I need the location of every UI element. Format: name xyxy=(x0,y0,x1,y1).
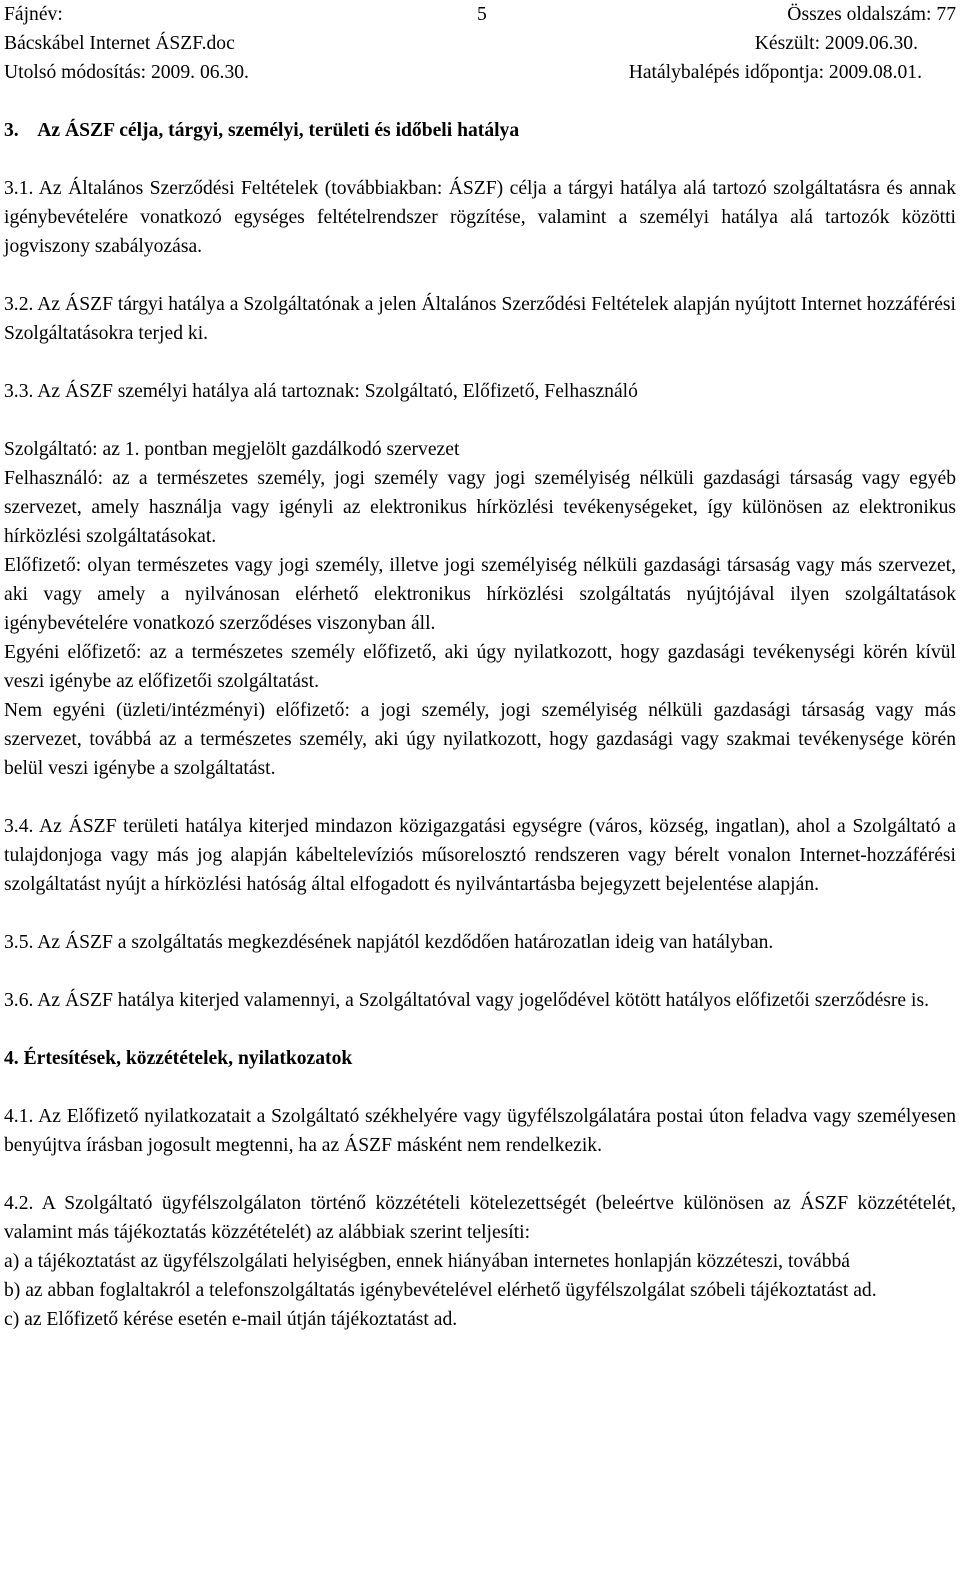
modified-date: Utolsó módosítás: 2009. 06.30. xyxy=(4,62,249,83)
filename-label: Fájnév: xyxy=(4,4,63,25)
paragraph-3-6: 3.6. Az ÁSZF hatálya kiterjed valamennyi, a Szolgáltatóval vagy jogelődével kötött hatályos előfizetői szerződésre is. xyxy=(4,990,929,1011)
paragraph-3-5: 3.5. Az ÁSZF a szolgáltatás megkezdésének napjától kezdődően határozatlan ideig van hatályban. xyxy=(4,932,774,953)
header-row-1 xyxy=(4,0,956,29)
paragraph-4-2-c: c) az Előfizető kérése esetén e-mail útján tájékoztatást ad. xyxy=(4,1309,458,1330)
created-date: Készült: 2009.06.30. xyxy=(754,33,918,54)
paragraph-3-3: 3.3. Az ÁSZF személyi hatálya alá tartoznak: Szolgáltató, Előfizető, Felhasználó xyxy=(4,381,638,402)
paragraph-3-1: 3.1. Az Általános Szerződési Feltételek (továbbiakban: ÁSZF) célja a tárgyi hatálya alá tartozó szolgáltatásra és annak igénybevételére vonatkozó egységes feltételrendszer rögzítése, valamint a személyi hatálya alá tartozók közötti jogviszony szabályozása. xyxy=(4,178,956,257)
definition-elofizeto: Előfizető: olyan természetes vagy jogi személy, illetve jogi személyiség nélküli gazdasági társaság vagy más szervezet, aki vagy amely a nyilvánosan elérhető elektronikus hírközlési szolgáltatás nyújtójával ilyen szolgáltatások igénybevételére vonatkozó szerződéses viszonyban áll. xyxy=(4,555,956,634)
definition-felhasznalo: Felhasználó: az a természetes személy, jogi személy vagy jogi személyiség nélküli gazdasági társaság vagy egyéb szervezet, amely használja vagy igényli az elektronikus hírközlési tevékenységeket, így különösen az elektronikus hírközlési szolgáltatásokat. xyxy=(4,468,956,547)
page-header xyxy=(4,0,956,87)
paragraph-3-4: 3.4. Az ÁSZF területi hatálya kiterjed mindazon közigazgatási egységre (város, község, ingatlan), ahol a Szolgáltató a tulajdonjoga vagy más jog alapján kábeltelevíziós műsorelosztó rendszeren vagy bérelt vonalon Internet-hozzáférési szolgáltatást nyújt a hírközlési hatóság által elfogadott és nyilvántartásba bejegyzett bejelentése alapján. xyxy=(4,816,956,895)
definition-szolgaltato: Szolgáltató: az 1. pontban megjelölt gazdálkodó szervezet xyxy=(4,439,460,460)
header-row-2 xyxy=(4,29,956,58)
paragraph-4-2-a: a) a tájékoztatást az ügyfélszolgálati helyiségben, ennek hiányában internetes honlapján közzéteszi, továbbá xyxy=(4,1251,850,1272)
paragraph-4-2: 4.2. A Szolgáltató ügyfélszolgálaton történő közzétételi kötelezettségét (beleértve különösen az ÁSZF közzétételét, valamint más tájékoztatás közzétételét) az alábbiak szerint teljesíti: xyxy=(4,1193,956,1243)
section-3-title: 3. Az ÁSZF célja, tárgyi, személyi, területi és időbeli hatálya xyxy=(4,120,520,141)
section-4-title: 4. Értesítések, közzétételek, nyilatkozatok xyxy=(4,1048,353,1069)
header-row-3 xyxy=(4,58,956,87)
definition-egyeni-elofizeto: Egyéni előfizető: az a természetes személy előfizető, aki úgy nyilatkozott, hogy gazdasági tevékenységi körén kívül veszi igénybe az előfizetői szolgáltatást. xyxy=(4,642,956,692)
paragraph-4-1: 4.1. Az Előfizető nyilatkozatait a Szolgáltató székhelyére vagy ügyfélszolgálatára postai úton feladva vagy személyesen benyújtva írásban jogosult megtenni, ha az ÁSZF másként nem rendelkezik. xyxy=(4,1106,956,1156)
filename: Bácskábel Internet ÁSZF.doc xyxy=(4,33,235,54)
paragraph-3-2: 3.2. Az ÁSZF tárgyi hatálya a Szolgáltatónak a jelen Általános Szerződési Feltételek alapján nyújtott Internet hozzáférési Szolgáltatásokra terjed ki. xyxy=(4,294,956,344)
page-number: 5 xyxy=(477,4,487,25)
total-pages: Összes oldalszám: 77 xyxy=(787,4,956,25)
definition-nem-egyeni-elofizeto: Nem egyéni (üzleti/intézményi) előfizető: a jogi személy, jogi személyiség nélküli gazdasági társaság vagy más szervezet, továbbá az a természetes személy, aki úgy nyilatkozott, hogy gazdasági vagy szakmai tevékenysége körén belül veszi igénybe a szolgáltatást. xyxy=(4,700,956,779)
paragraph-4-2-b: b) az abban foglaltakról a telefonszolgáltatás igénybevételével elérhető ügyfélszolgálat szóbeli tájékoztatást ad. xyxy=(4,1280,877,1301)
effective-date: Hatálybalépés időpontja: 2009.08.01. xyxy=(628,62,922,83)
